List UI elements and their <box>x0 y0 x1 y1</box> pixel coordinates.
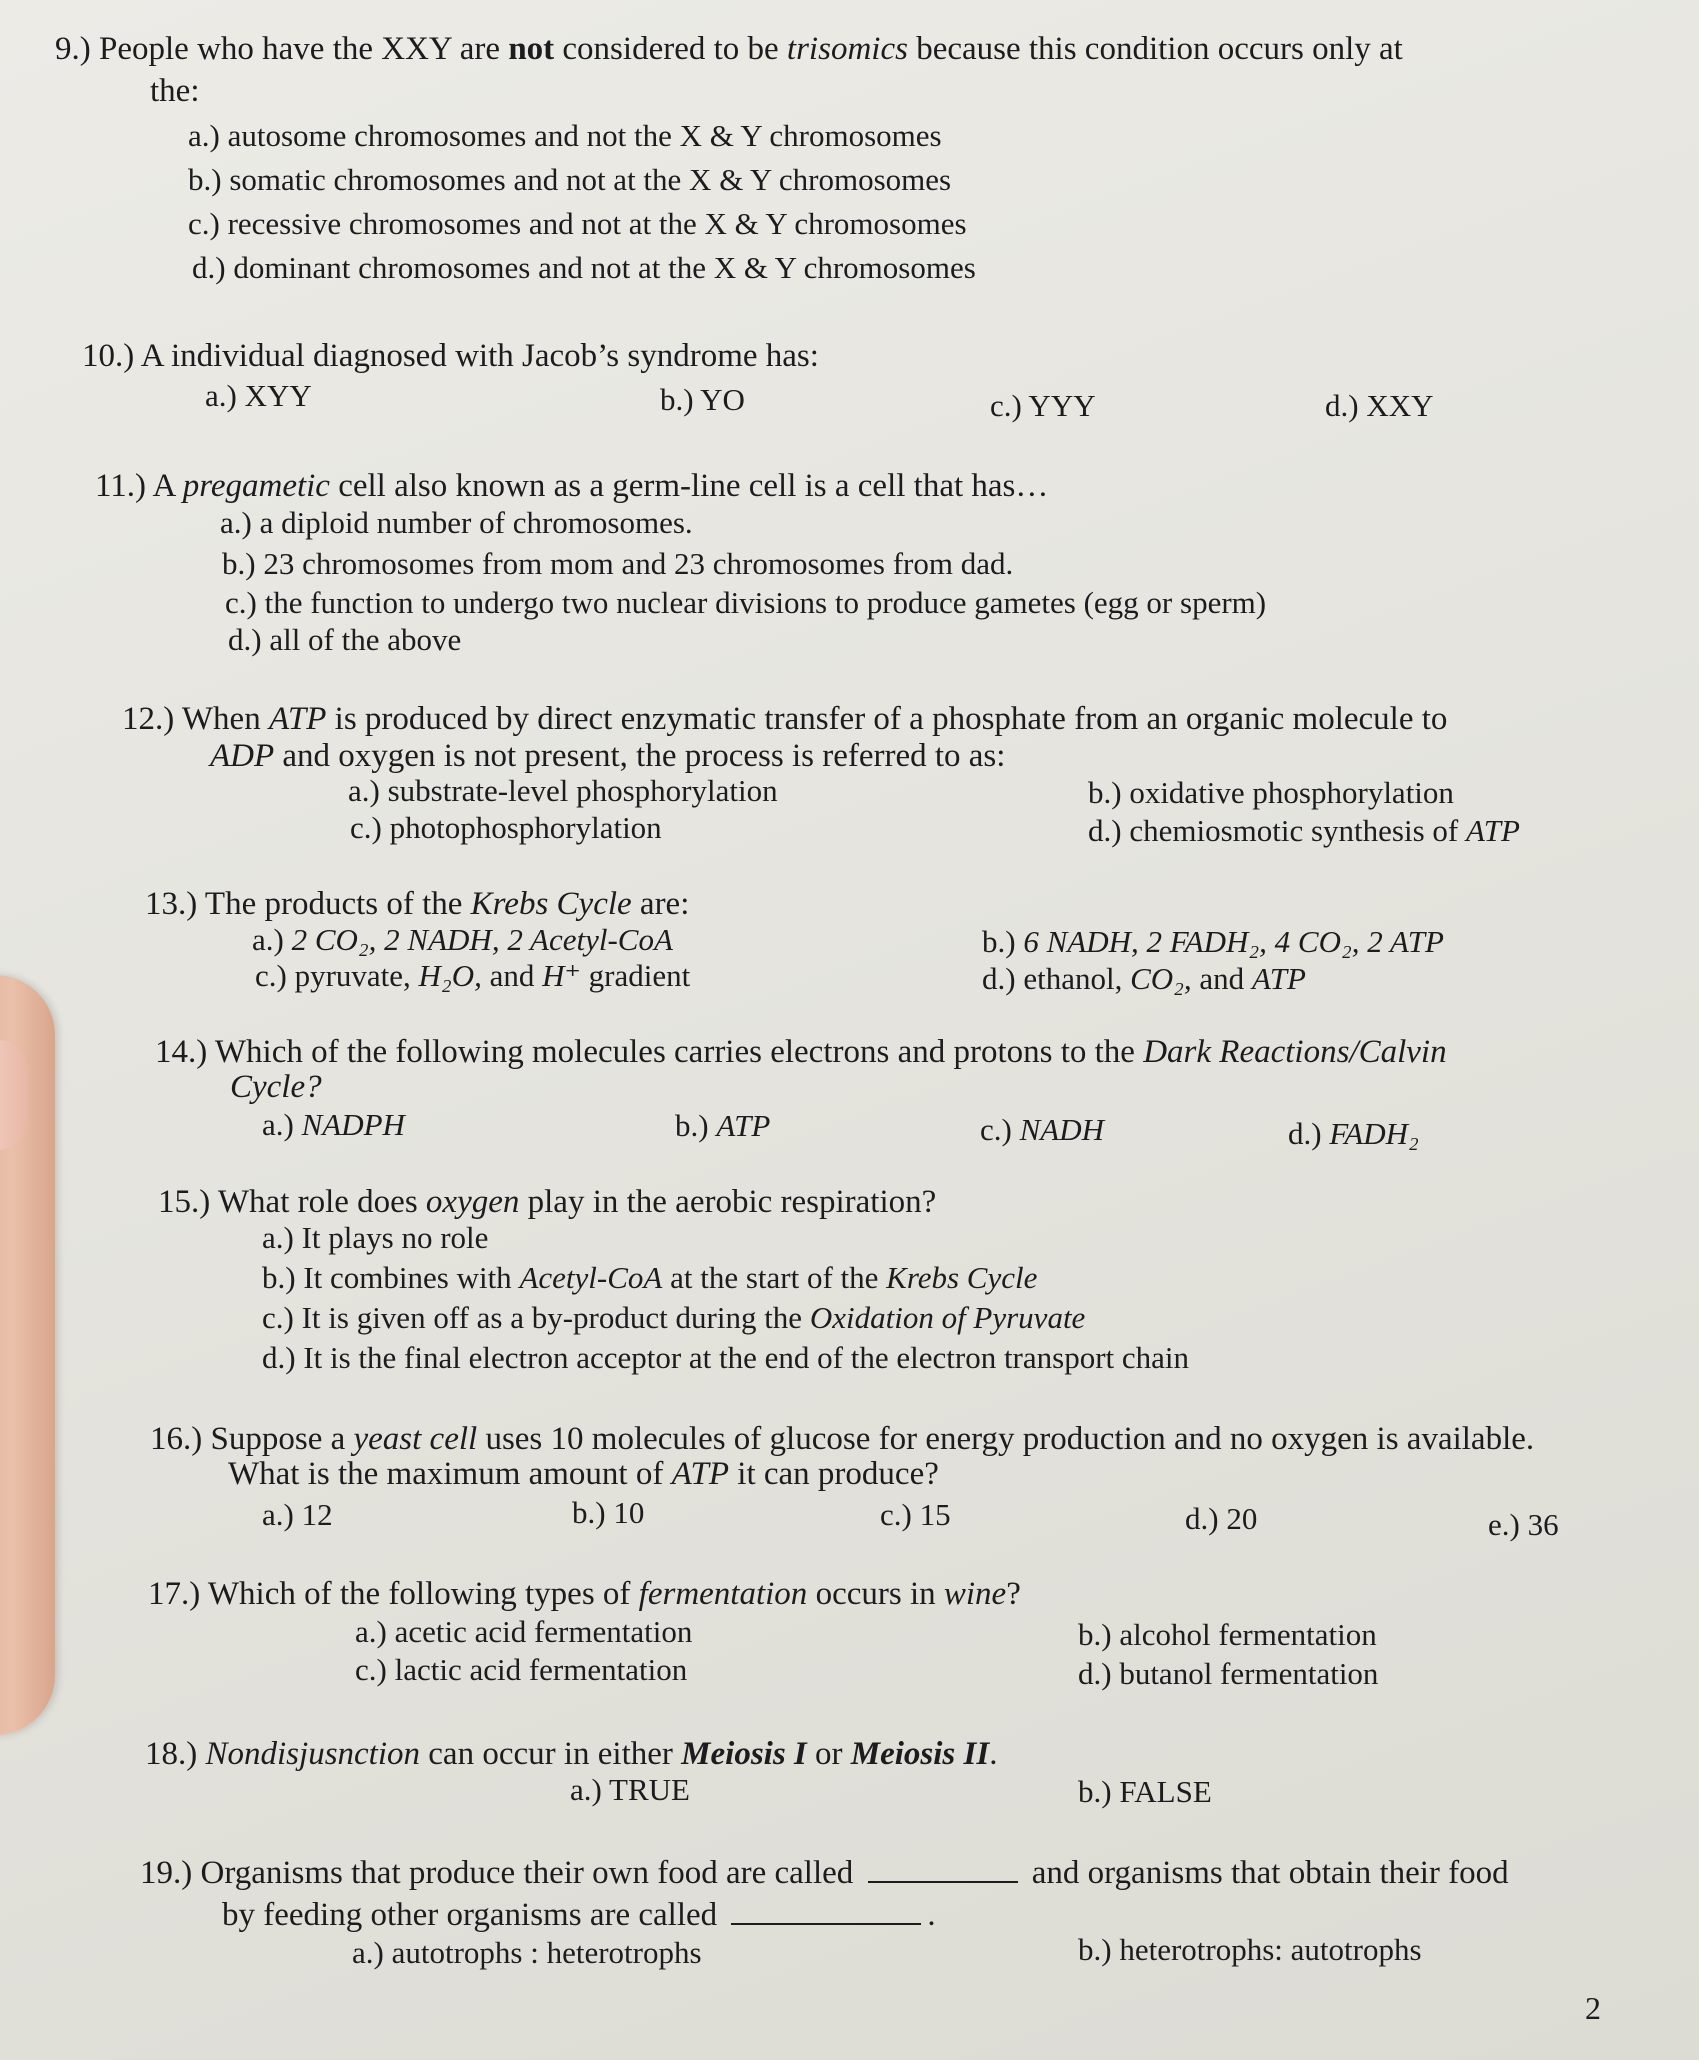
question-15: 15.) What role does oxygen play in the aerobic respiration? <box>158 1184 937 1220</box>
question-17: 17.) Which of the following types of fermentation occurs in wine? <box>148 1576 1021 1612</box>
q11-option-c: c.) the function to undergo two nuclear divisions to produce gametes (egg or sperm) <box>225 585 1267 620</box>
question-10: 10.) A individual diagnosed with Jacob’s syndrome has: <box>82 338 819 374</box>
q14-option-b: b.) ATP <box>675 1108 771 1143</box>
q12-option-a: a.) substrate-level phosphorylation <box>348 773 778 808</box>
question-16-line1: 16.) Suppose a yeast cell uses 10 molecules of glucose for energy production and no oxygen is available. <box>150 1421 1535 1457</box>
q19-option-a: a.) autotrophs : heterotrophs <box>352 1935 702 1970</box>
q15-option-a: a.) It plays no role <box>262 1220 489 1255</box>
q14-option-d: d.) FADH₂ <box>1288 1116 1419 1151</box>
q10-option-b: b.) YO <box>660 382 745 417</box>
q9-option-d: d.) dominant chromosomes and not at the X & Y chromosomes <box>192 250 976 285</box>
answer-blank-2[interactable] <box>731 1895 921 1925</box>
q12-option-c: c.) photophosphorylation <box>350 810 662 845</box>
q17-option-a: a.) acetic acid fermentation <box>355 1614 693 1649</box>
question-11: 11.) A pregametic cell also known as a germ-line cell is a cell that has… <box>95 468 1049 504</box>
q17-option-c: c.) lactic acid fermentation <box>355 1652 688 1687</box>
q16-option-a: a.) 12 <box>262 1497 333 1532</box>
question-18: 18.) Nondisjusnction can occur in either Meiosis I or Meiosis II. <box>145 1736 998 1772</box>
q10-option-a: a.) XYY <box>205 378 312 413</box>
question-12-line1: 12.) When ATP is produced by direct enzymatic transfer of a phosphate from an organic molecule to <box>122 701 1448 737</box>
q12-option-b: b.) oxidative phosphorylation <box>1088 775 1454 810</box>
question-13: 13.) The products of the Krebs Cycle are: <box>145 886 690 922</box>
q9-option-a: a.) autosome chromosomes and not the X & Y chromosomes <box>188 118 942 153</box>
question-16-line2: What is the maximum amount of ATP it can produce? <box>228 1456 939 1492</box>
question-14-line1: 14.) Which of the following molecules carries electrons and protons to the Dark Reactions/Calvin <box>155 1034 1447 1070</box>
thumbnail <box>0 1040 28 1150</box>
q17-option-b: b.) alcohol fermentation <box>1078 1617 1377 1652</box>
q15-option-c: c.) It is given off as a by-product during the Oxidation of Pyruvate <box>262 1300 1086 1335</box>
q16-option-b: b.) 10 <box>572 1495 645 1530</box>
page-number: 2 <box>1585 1990 1601 2026</box>
q13-option-d: d.) ethanol, CO₂, and ATP <box>982 961 1306 996</box>
q12-option-d: d.) chemiosmotic synthesis of ATP <box>1088 813 1520 848</box>
q13-option-b: b.) 6 NADH, 2 FADH₂, 4 CO₂, 2 ATP <box>982 924 1444 959</box>
q11-option-d: d.) all of the above <box>228 622 462 657</box>
q13-option-a: a.) 2 CO₂, 2 NADH, 2 Acetyl-CoA <box>252 922 673 957</box>
answer-blank-1[interactable] <box>868 1853 1018 1883</box>
question-19-line2: by feeding other organisms are called . <box>222 1897 936 1933</box>
question-12-line2: ADP and oxygen is not present, the process is referred to as: <box>210 738 1006 774</box>
q11-option-a: a.) a diploid number of chromosomes. <box>220 505 693 540</box>
q15-option-d: d.) It is the final electron acceptor at the end of the electron transport chain <box>262 1340 1190 1375</box>
q17-option-d: d.) butanol fermentation <box>1078 1656 1379 1691</box>
q16-option-d: d.) 20 <box>1185 1501 1258 1536</box>
q14-option-c: c.) NADH <box>980 1112 1104 1147</box>
q18-option-a: a.) TRUE <box>570 1772 690 1807</box>
q9-option-c: c.) recessive chromosomes and not at the X & Y chromosomes <box>188 206 967 241</box>
q15-option-b: b.) It combines with Acetyl-CoA at the start of the Krebs Cycle <box>262 1260 1038 1295</box>
q18-option-b: b.) FALSE <box>1078 1774 1212 1809</box>
q9-option-b: b.) somatic chromosomes and not at the X & Y chromosomes <box>188 162 952 197</box>
question-number: 9.) <box>55 31 91 67</box>
q10-option-c: c.) YYY <box>990 388 1096 423</box>
q10-option-d: d.) XXY <box>1325 388 1434 423</box>
question-14-line2: Cycle? <box>230 1069 322 1105</box>
question-9-line1: 9.) People who have the XXY are not considered to be trisomics because this condition occurs only at <box>55 31 1403 67</box>
q13-option-c: c.) pyruvate, H₂O, and H⁺ gradient <box>255 958 691 993</box>
q19-option-b: b.) heterotrophs: autotrophs <box>1078 1932 1422 1967</box>
q16-option-c: c.) 15 <box>880 1497 951 1532</box>
q14-option-a: a.) NADPH <box>262 1107 405 1142</box>
question-19-line1: 19.) Organisms that produce their own food are called and organisms that obtain their food <box>140 1855 1509 1891</box>
q11-option-b: b.) 23 chromosomes from mom and 23 chromosomes from dad. <box>222 546 1014 581</box>
question-9-line2: the: <box>150 73 200 109</box>
q16-option-e: e.) 36 <box>1488 1507 1559 1542</box>
